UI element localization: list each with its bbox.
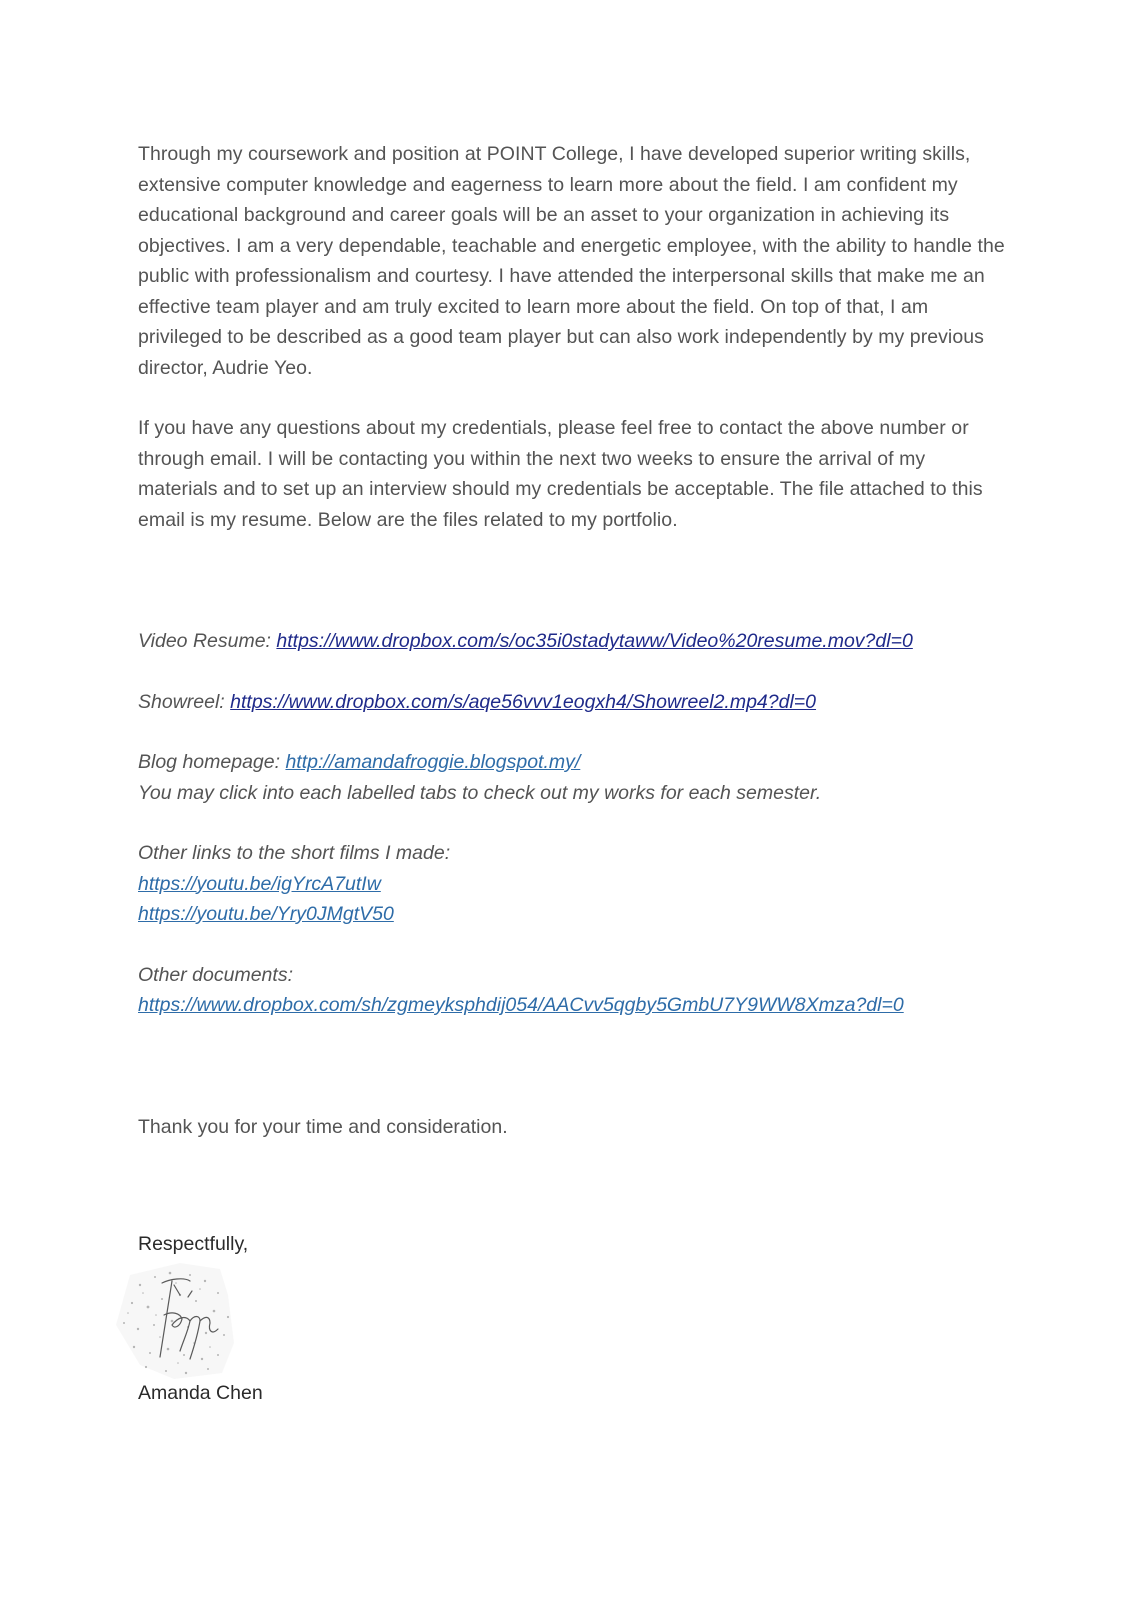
sender-name: Amanda Chen — [138, 1382, 263, 1404]
films-label: Other links to the short films I made: — [138, 842, 451, 864]
paragraph-credentials: If you have any questions about my credentials, please feel free to contact the above number or through email. I will be contacting you within the next two weeks to ensure the arrival of my materials and to set up an interview should my credentials be acceptable. The file attached to this email is my resume. Below are the files related to my portfolio. — [138, 417, 983, 531]
film-link-line — [138, 869, 1008, 900]
film-link-line — [138, 899, 1008, 930]
thanks-line: Thank you for your time and consideration. — [138, 1115, 508, 1138]
blog-link[interactable]: http://amandafroggie.blogspot.my/ — [285, 751, 581, 773]
documents-link[interactable]: https://www.dropbox.com/sh/zgmeyksphdij054/AACvv5qgby5GmbU7Y9WW8Xmza?dl=0 — [138, 994, 904, 1016]
letter-body — [138, 139, 1008, 1259]
blog-label: Blog homepage: — [138, 751, 286, 773]
video-resume-label: Video Resume: — [138, 630, 277, 652]
documents-label: Other documents: — [138, 963, 293, 986]
film-link-1[interactable]: https://youtu.be/igYrcA7utIw — [138, 872, 381, 895]
film-link-2[interactable]: https://youtu.be/Yry0JMgtV50 — [138, 903, 394, 925]
sign-off: Respectfully, — [138, 1233, 249, 1255]
blog-line — [138, 747, 1008, 778]
showreel-label: Showreel: — [138, 690, 231, 713]
video-resume-line — [138, 626, 1008, 657]
showreel-line — [138, 687, 1008, 718]
blog-note: You may click into each labelled tabs to check out my works for each semester. — [138, 781, 822, 804]
paragraph-coursework: Through my coursework and position at POINT College, I have developed superior writing skills, extensive computer knowledge and eagerness to learn more about the field. I am confident my educational background and career goals will be an asset to your organization in achieving its objectives. I am a very dependable, teachable and energetic employee, with the ability to handle the public with professionalism and courtesy. I have attended the interpersonal skills that make me an effective team player and am truly excited to learn more about the field. On top of that, I am privileged to be described as a good team player but can also work independently by my previous director, Audrie Yeo. — [138, 143, 1005, 379]
documents-link-line — [138, 990, 1008, 1021]
signature-image — [110, 1255, 240, 1379]
video-resume-link[interactable]: https://www.dropbox.com/s/oc35i0stadytaww/Video%20resume.mov?dl=0 — [276, 630, 913, 652]
showreel-link[interactable]: https://www.dropbox.com/s/aqe56vvv1eogxh4/Showreel2.mp4?dl=0 — [230, 690, 817, 713]
